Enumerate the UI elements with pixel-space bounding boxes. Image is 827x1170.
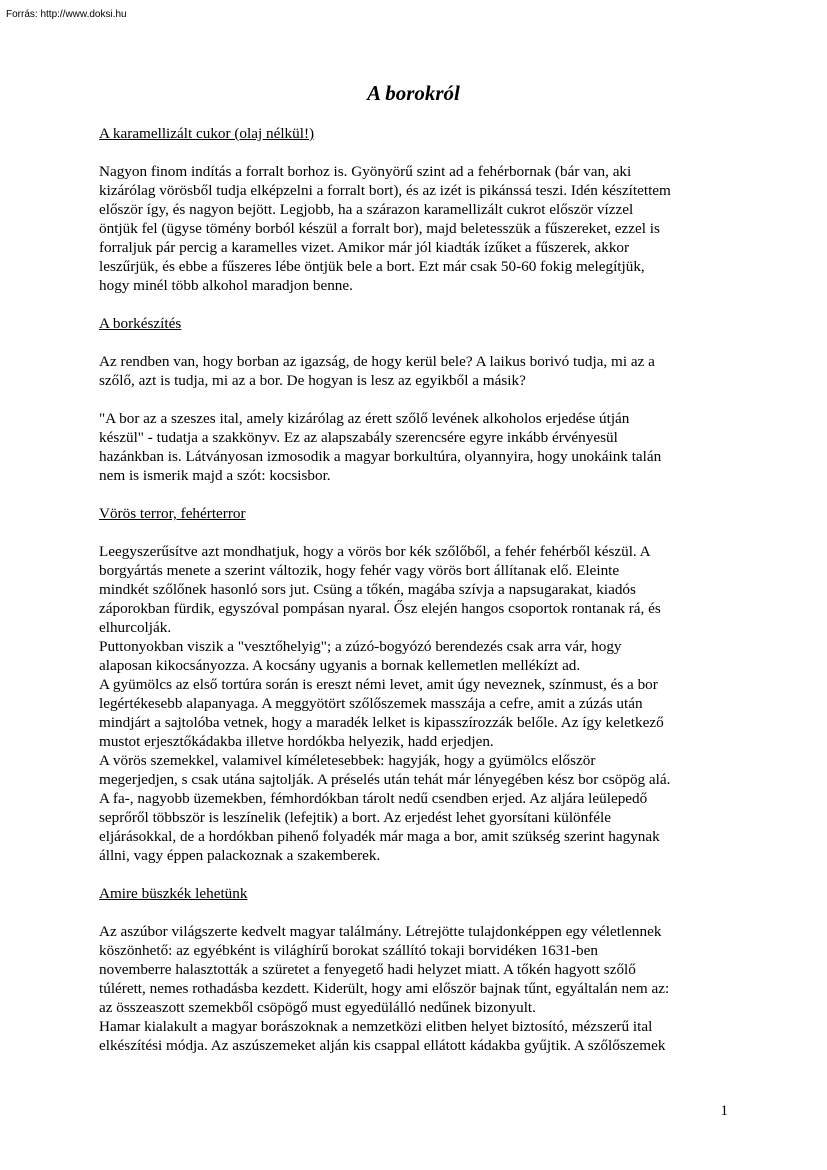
section-karamell xyxy=(99,124,741,314)
section-voros-terror xyxy=(99,504,741,884)
text-line: megerjedjen, s csak utána sajtolják. A préselés után tehát már lényegében kész bor csöpög alá. xyxy=(99,771,671,788)
text-line: leszűrjük, és ebbe a fűszeres lébe öntjük bele a bort. Ezt már csak 50-60 fokig melegítjük, xyxy=(99,258,645,275)
text-line: kizárólag vörösből tudja elképzelni a forralt bort), és az izét is pikánssá teszi. Idén készítettem xyxy=(99,182,671,199)
text-line: Az aszúbor világszerte kedvelt magyar találmány. Létrejötte tulajdonképpen egy véletlennek xyxy=(99,923,662,940)
document-body xyxy=(99,124,741,1055)
text-line: készül" - tudatja a szakkönyv. Ez az alapszabály szerencsére egyre inkább érvényesül xyxy=(99,429,618,446)
text-line: elhurcolják. xyxy=(99,619,172,636)
text-line: öntjük fel (ügyse tömény borból készül a forralt bor), majd beletesszük a fűszereket, ezzel is xyxy=(99,220,660,237)
spacer xyxy=(99,143,741,162)
paragraph xyxy=(99,542,741,865)
text-line: elkészítési módja. Az aszúszemeket alján kis csappal ellátott kádakba gyűjtik. A szőlőszemek xyxy=(99,1037,666,1054)
text-line: A vörös szemekkel, valamivel kíméletesebbek: hagyják, hogy a gyümölcs először xyxy=(99,752,596,769)
section-heading: A karamellizált cukor (olaj nélkül!) xyxy=(99,125,315,142)
text-line: "A bor az a szeszes ital, amely kizárólag az érett szőlő levének alkoholos erjedése útján xyxy=(99,410,630,427)
text-line: túlérett, nemes rothadásba kezdett. Kiderült, hogy ami először bajnak tűnt, egyáltalán nem az: xyxy=(99,980,670,997)
text-line: hogy minél több alkohol maradjon benne. xyxy=(99,277,353,294)
text-line: borgyártás menete a szerint változik, hogy fehér vagy vörös bort állítanak elő. Eleinte xyxy=(99,562,620,579)
text-line: állni, vagy éppen palackoznak a szakemberek. xyxy=(99,847,381,864)
text-line: az összeaszott szemekből csöpögő must egyedülálló nedűnek bizonyult. xyxy=(99,999,536,1016)
page-number: 1 xyxy=(720,1103,728,1119)
paragraph xyxy=(99,922,741,1055)
spacer xyxy=(99,295,741,314)
text-line: mindkét szőlőnek hasonló sors jut. Csüng a tőkén, magába szívja a napsugarakat, kiadós xyxy=(99,581,636,598)
text-line: A gyümölcs az első tortúra során is ereszt némi levet, amit úgy neveznek, színmust, és a bor xyxy=(99,676,658,693)
document-title: A borokról xyxy=(367,81,460,105)
text-line: legértékesebb alapanyaga. A meggyötört szőlőszemek masszája a cefre, amit a zúzás után xyxy=(99,695,643,712)
text-line: Nagyon finom indítás a forralt borhoz is. Gyönyörű szint ad a fehérbornak (bár van, aki xyxy=(99,163,632,180)
source-note: Forrás: http://www.doksi.hu xyxy=(6,9,127,20)
text-line: mustot erjesztőkádakba illetve hordókba helyezik, hadd erjedjen. xyxy=(99,733,494,750)
text-line: Hamar kialakult a magyar borászoknak a nemzetközi elitben helyet biztosító, mézszerű ital xyxy=(99,1018,653,1035)
section-buszkek xyxy=(99,884,741,1055)
text-line: eljárásokkal, de a hordókban pihenő folyadék már maga a bor, amit szükség szerint hagynak xyxy=(99,828,660,845)
paragraph xyxy=(99,162,741,295)
section-heading: A borkészítés xyxy=(99,315,182,332)
paragraph xyxy=(99,409,741,485)
text-line: záporokban fürdik, egyszóval pompásan nyaral. Ősz elején hangos csoportok rontanak rá, és xyxy=(99,600,661,617)
section-heading: Vörös terror, fehérterror xyxy=(99,505,246,522)
spacer xyxy=(99,865,741,884)
text-line: szőlő, azt is tudja, mi az a bor. De hogyan is lesz az egyikből a másik? xyxy=(99,372,526,389)
text-line: A fa-, nagyobb üzemekben, fémhordókban tárolt nedű csendben erjed. Az aljára leülepedő xyxy=(99,790,648,807)
section-borkeszites xyxy=(99,314,741,504)
text-line: Az rendben van, hogy borban az igazság, de hogy kerül bele? A laikus borivó tudja, mi az a xyxy=(99,353,655,370)
spacer xyxy=(99,903,741,922)
text-line: köszönhető: az egyébként is világhírű borokat szállító tokaji borvidéken 1631-ben xyxy=(99,942,598,959)
text-line: seprőről többször is leszínelik (lefejtik) a bort. Az erjedést lehet gyorsítani különféle xyxy=(99,809,611,826)
spacer xyxy=(99,390,741,409)
text-line: nem is ismerik majd a szót: kocsisbor. xyxy=(99,467,331,484)
text-line: forraljuk pár percig a karamelles vizet. Amikor már jól kiadták ízűket a fűszerek, akkor xyxy=(99,239,630,256)
text-line: Leegyszerűsítve azt mondhatjuk, hogy a vörös bor kék szőlőből, a fehér fehérből készül. A xyxy=(99,543,651,560)
text-line: novemberre halasztották a szüretet a fenyegető hadi helyzet miatt. A tőkén hagyott szőlő xyxy=(99,961,636,978)
text-line: hazánkban is. Látványosan izmosodik a magyar borkultúra, olyannyira, hogy unokáink talán xyxy=(99,448,662,465)
spacer xyxy=(99,523,741,542)
spacer xyxy=(99,485,741,504)
paragraph xyxy=(99,352,741,390)
text-line: mindjárt a sajtolóba vetnek, hogy a maradék lelket is kipasszírozzák belőle. Az így keletkező xyxy=(99,714,664,731)
section-heading: Amire büszkék lehetünk xyxy=(99,885,248,902)
text-line: alaposan kikocsányozza. A kocsány ugyanis a bornak kellemetlen mellékízt ad. xyxy=(99,657,581,674)
text-line: Puttonyokban viszik a "vesztőhelyig"; a zúzó-bogyózó berendezés csak arra vár, hogy xyxy=(99,638,622,655)
text-line: először így, és nagyon bejött. Legjobb, ha a szárazon karamellizált cukrot először vízzel xyxy=(99,201,634,218)
spacer xyxy=(99,333,741,352)
